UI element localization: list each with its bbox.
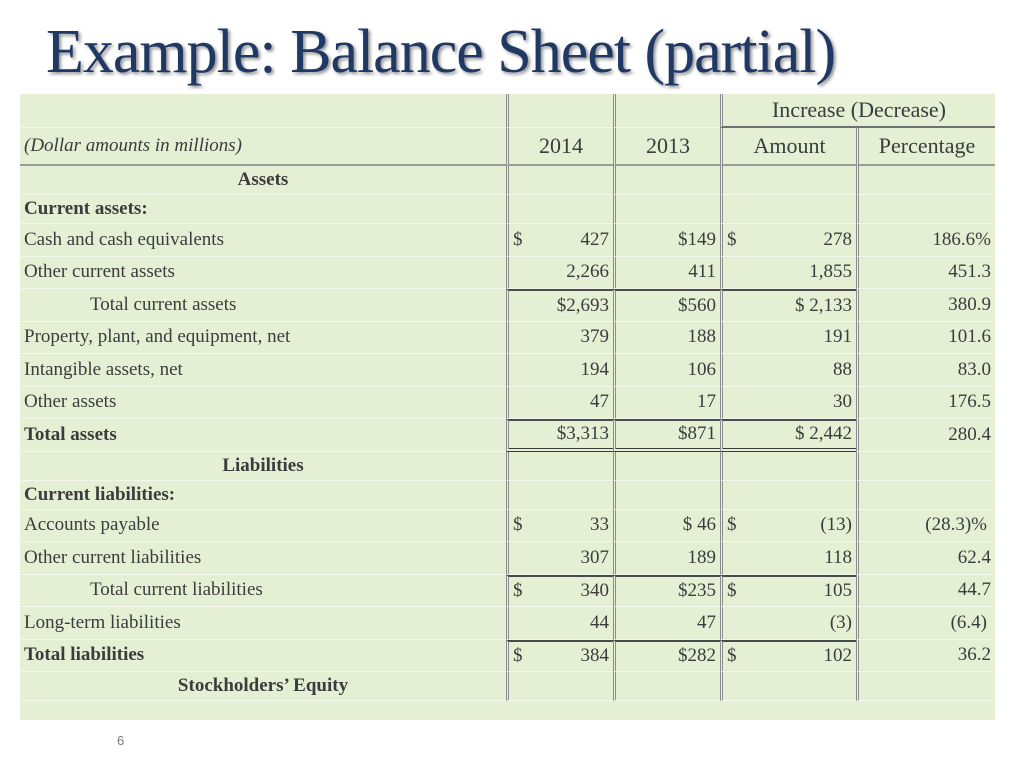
table-row xyxy=(20,542,995,575)
table-row xyxy=(20,322,995,355)
table-row xyxy=(20,510,995,543)
cell-2014: 44 xyxy=(506,607,613,640)
table-row xyxy=(20,224,995,257)
cell-amount: 191 xyxy=(720,322,856,355)
cell-percentage: 176.5 xyxy=(856,387,995,420)
cell-2014: $ 384 xyxy=(506,640,613,673)
balance-sheet-table-container xyxy=(20,94,995,720)
slide-title: Example: Balance Sheet (partial) xyxy=(46,18,836,86)
cell-percentage: 280.4 xyxy=(856,419,995,452)
column-header-percentage: Percentage xyxy=(856,128,995,166)
header-row-columns xyxy=(20,128,995,166)
column-header-amount: Amount xyxy=(720,128,856,166)
row-label: Long-term liabilities xyxy=(20,607,506,640)
section-heading-stockholders-equity: Stockholders’ Equity xyxy=(20,672,506,701)
cell-2014: 47 xyxy=(506,387,613,420)
section-row-equity xyxy=(20,672,995,701)
cell-2014: 194 xyxy=(506,354,613,387)
cell-percentage: 44.7 xyxy=(856,575,995,608)
row-label: Total liabilities xyxy=(20,640,506,673)
cell-2014: $3,313 xyxy=(506,419,613,452)
cell-2014: $ 33 xyxy=(506,510,613,543)
subheading-current-liabilities: Current liabilities: xyxy=(20,481,506,510)
cell-2013: 47 xyxy=(613,607,720,640)
cell-amount: $ 105 xyxy=(720,575,856,608)
table-row xyxy=(20,607,995,640)
row-label: Total assets xyxy=(20,419,506,452)
row-label: Intangible assets, net xyxy=(20,354,506,387)
cell-2013: 188 xyxy=(613,322,720,355)
cell-2013: 411 xyxy=(613,257,720,290)
cell-2014: $2,693 xyxy=(506,289,613,322)
cell-percentage: 380.9 xyxy=(856,289,995,322)
row-label: Other current assets xyxy=(20,257,506,290)
table-row xyxy=(20,419,995,452)
row-label: Total current liabilities xyxy=(20,575,506,608)
section-row-assets xyxy=(20,166,995,195)
cell-percentage: (6.4) xyxy=(856,607,995,640)
row-label: Other assets xyxy=(20,387,506,420)
cell-amount: $ 2,133 xyxy=(720,289,856,322)
cell-percentage: 83.0 xyxy=(856,354,995,387)
cell-2013: 106 xyxy=(613,354,720,387)
cell-2014: 307 xyxy=(506,542,613,575)
cell-amount: $ 2,442 xyxy=(720,419,856,452)
section-row-current-liabilities xyxy=(20,481,995,510)
page-number: 6 xyxy=(117,733,125,748)
table-row xyxy=(20,640,995,673)
cell-2013: $149 xyxy=(613,224,720,257)
header-blank xyxy=(613,94,720,128)
cell-amount: $ 102 xyxy=(720,640,856,673)
row-label: Property, plant, and equipment, net xyxy=(20,322,506,355)
cell-amount: $ 278 xyxy=(720,224,856,257)
row-label: Cash and cash equivalents xyxy=(20,224,506,257)
row-label: Total current assets xyxy=(20,289,506,322)
cell-amount: 118 xyxy=(720,542,856,575)
group-header-increase-decrease: Increase (Decrease) xyxy=(720,94,995,128)
cell-amount: (3) xyxy=(720,607,856,640)
table-row xyxy=(20,354,995,387)
cell-percentage: (28.3)% xyxy=(856,510,995,543)
cell-2013: $560 xyxy=(613,289,720,322)
cell-2013: $871 xyxy=(613,419,720,452)
column-header-2014: 2014 xyxy=(506,128,613,166)
cell-2013: $235 xyxy=(613,575,720,608)
section-heading-liabilities: Liabilities xyxy=(20,452,506,481)
cell-2013: 17 xyxy=(613,387,720,420)
cell-percentage: 186.6% xyxy=(856,224,995,257)
cell-2013: $ 46 xyxy=(613,510,720,543)
header-blank xyxy=(506,94,613,128)
cell-2013: 189 xyxy=(613,542,720,575)
header-row-group xyxy=(20,94,995,128)
header-blank xyxy=(20,94,506,128)
cell-2014: 2,266 xyxy=(506,257,613,290)
cell-amount: 1,855 xyxy=(720,257,856,290)
cell-2014: 379 xyxy=(506,322,613,355)
cell-amount: 30 xyxy=(720,387,856,420)
cell-2014: $ 340 xyxy=(506,575,613,608)
row-label: Accounts payable xyxy=(20,510,506,543)
cell-2013: $282 xyxy=(613,640,720,673)
cell-percentage: 101.6 xyxy=(856,322,995,355)
balance-sheet-table xyxy=(20,94,995,701)
row-label: Other current liabilities xyxy=(20,542,506,575)
cell-2014: $ 427 xyxy=(506,224,613,257)
section-row-current-assets xyxy=(20,195,995,224)
column-header-2013: 2013 xyxy=(613,128,720,166)
cell-amount: $ (13) xyxy=(720,510,856,543)
cell-amount: 88 xyxy=(720,354,856,387)
table-row xyxy=(20,289,995,322)
cell-percentage: 451.3 xyxy=(856,257,995,290)
table-row xyxy=(20,257,995,290)
section-row-liabilities xyxy=(20,452,995,481)
table-row xyxy=(20,387,995,420)
section-heading-assets: Assets xyxy=(20,166,506,195)
cell-percentage: 36.2 xyxy=(856,640,995,673)
subheading-current-assets: Current assets: xyxy=(20,195,506,224)
cell-percentage: 62.4 xyxy=(856,542,995,575)
units-label: (Dollar amounts in millions) xyxy=(20,128,506,166)
table-row xyxy=(20,575,995,608)
